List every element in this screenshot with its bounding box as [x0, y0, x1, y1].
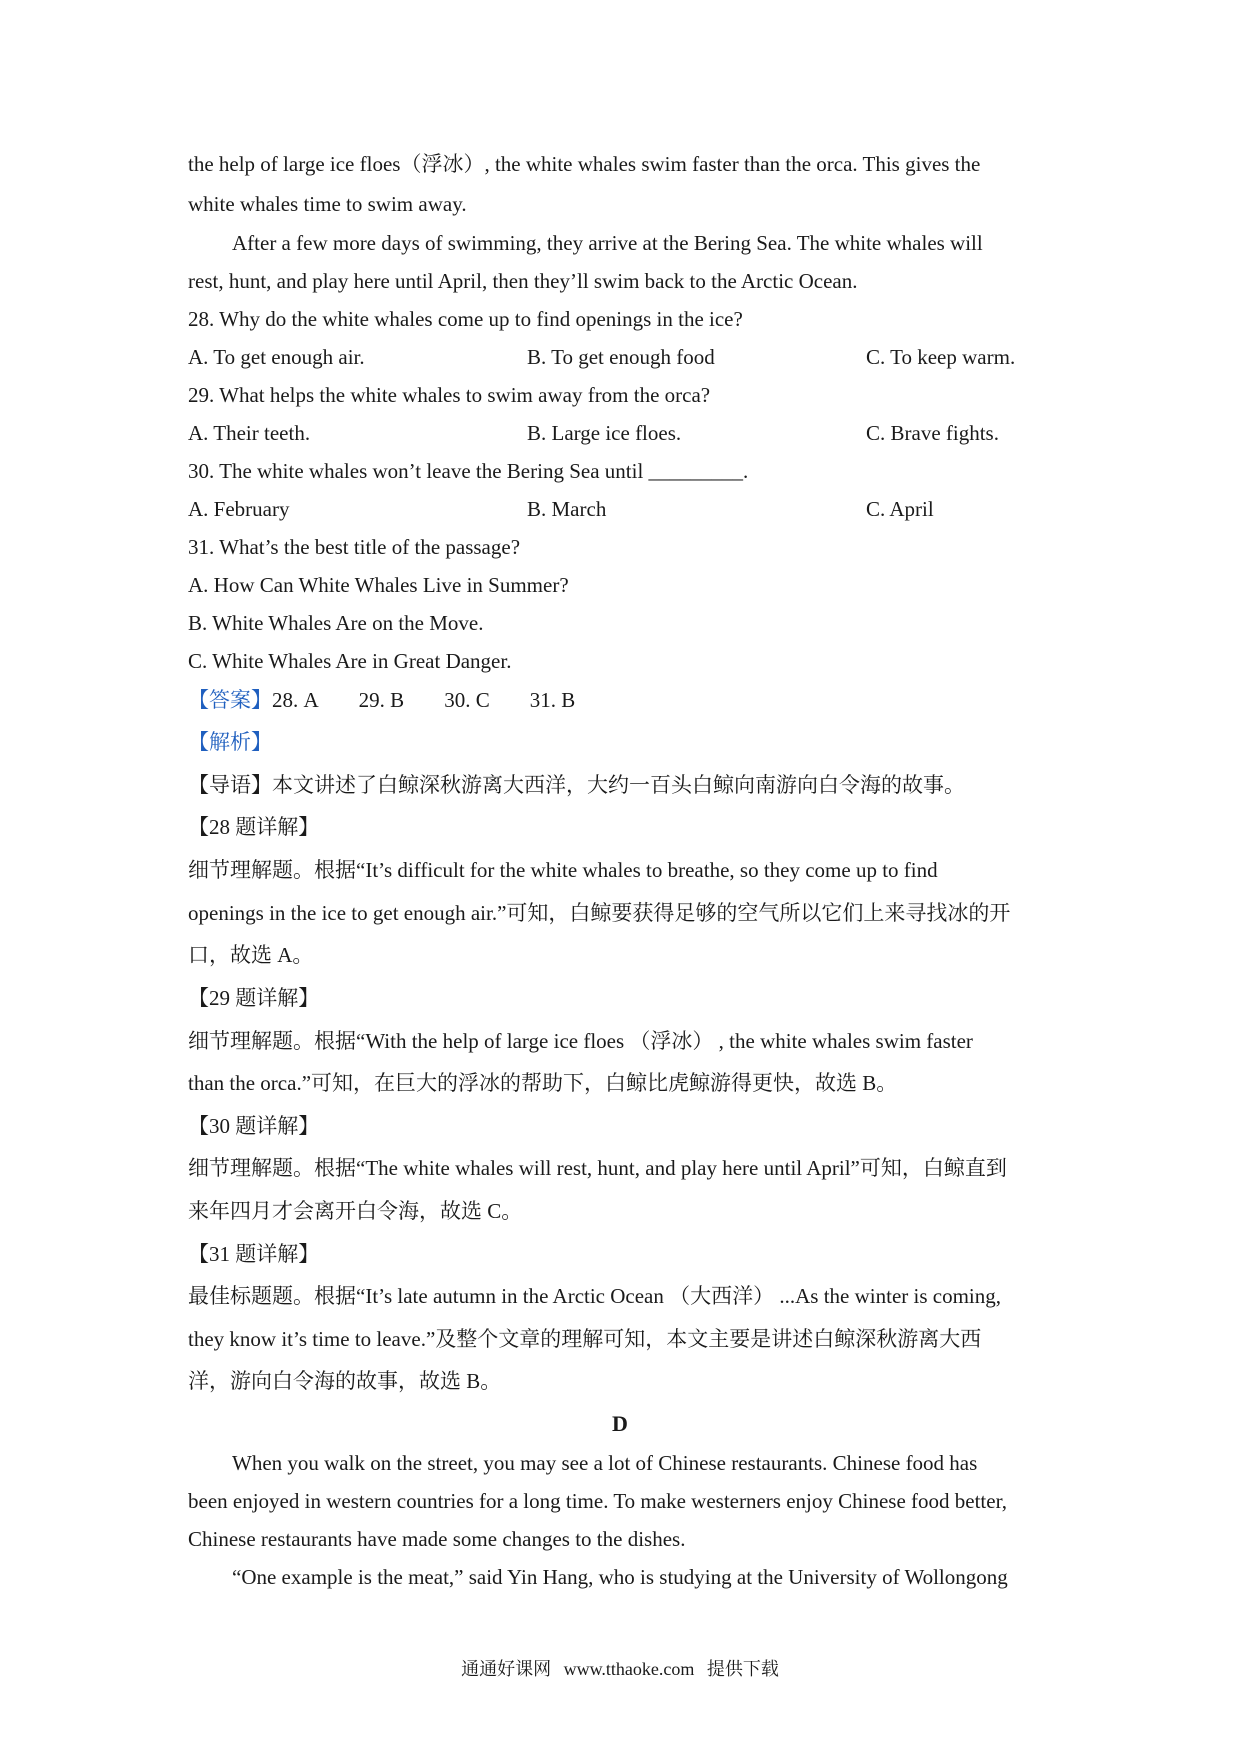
passage-line: When you walk on the street, you may see a lot of Chinese restaurants. Chinese food has — [232, 1451, 978, 1475]
question-29-option-a: A. Their teeth. — [188, 421, 311, 445]
passage-line: been enjoyed in western countries for a long time. To make westerners enjoy Chinese food better, — [188, 1489, 1007, 1513]
answer-item: 31. B — [529, 688, 576, 712]
passage-line: After a few more days of swimming, they arrive at the Bering Sea. The white whales will — [232, 231, 983, 255]
question-31-option-c: C. White Whales Are in Great Danger. — [188, 649, 512, 673]
q28-detail-title: 【28 题详解】 — [188, 815, 320, 839]
q31-detail-line: they know it’s time to leave.”及整个文章的理解可知，本文主要是讲述白鲸深秋游离大西 — [188, 1327, 982, 1351]
passage-line: white whales time to swim away. — [188, 192, 467, 216]
question-31-stem: 31. What’s the best title of the passage? — [188, 535, 521, 559]
q31-detail-line: 洋，游向白令海的故事，故选 B。 — [188, 1369, 502, 1393]
q31-detail-line: 最佳标题题。根据“It’s late autumn in the Arctic Ocean （大西洋） ...As the winter is coming, — [188, 1284, 1002, 1308]
q31-detail-title: 【31 题详解】 — [188, 1242, 320, 1266]
analysis-intro: 【导语】本文讲述了白鲸深秋游离大西洋，大约一百头白鲸向南游向白令海的故事。 — [188, 773, 965, 797]
question-30-option-c: C. April — [866, 497, 934, 521]
q30-detail-line: 细节理解题。根据“The white whales will rest, hunt, and play here until April”可知，白鲸直到 — [188, 1156, 1007, 1180]
question-28-option-c: C. To keep warm. — [866, 345, 1016, 369]
q28-detail-line: 口，故选 A。 — [188, 943, 314, 967]
question-31-option-a: A. How Can White Whales Live in Summer? — [188, 573, 569, 597]
q29-detail-title: 【29 题详解】 — [188, 986, 320, 1010]
question-29-stem: 29. What helps the white whales to swim away from the orca? — [188, 383, 711, 407]
footer-url: www.tthaoke.com — [563, 1659, 695, 1679]
q29-detail-line: than the orca.”可知，在巨大的浮冰的帮助下，白鲸比虎鲸游得更快，故选 B。 — [188, 1071, 898, 1095]
q28-detail-line: openings in the ice to get enough air.”可知，白鲸要获得足够的空气所以它们上来寻找冰的开 — [188, 901, 1011, 925]
question-29-option-c: C. Brave fights. — [866, 421, 999, 445]
passage-line: Chinese restaurants have made some changes to the dishes. — [188, 1527, 686, 1551]
q30-detail-title: 【30 题详解】 — [188, 1114, 320, 1138]
question-30-stem: 30. The white whales won’t leave the Bering Sea until _________. — [188, 459, 749, 483]
answer-label: 【答案】 — [188, 688, 272, 712]
passage-line: “One example is the meat,” said Yin Hang, who is studying at the University of Wollongong — [232, 1565, 1008, 1589]
question-31-option-b: B. White Whales Are on the Move. — [188, 611, 484, 635]
answer-item: 30. C — [444, 688, 490, 712]
question-30-option-a: A. February — [188, 497, 290, 521]
analysis-label: 【解析】 — [188, 730, 272, 754]
passage-line: the help of large ice floes（浮冰）, the white whales swim faster than the orca. This gives the — [188, 152, 981, 176]
question-28-option-a: A. To get enough air. — [188, 345, 365, 369]
question-28-stem: 28. Why do the white whales come up to find openings in the ice? — [188, 307, 743, 331]
q29-detail-line: 细节理解题。根据“With the help of large ice floes （浮冰） , the white whales swim faster — [188, 1029, 973, 1053]
question-30-option-b: B. March — [527, 497, 607, 521]
page-footer — [0, 1657, 1240, 1681]
question-28-option-b: B. To get enough food — [527, 345, 715, 369]
question-29-option-b: B. Large ice floes. — [527, 421, 682, 445]
section-d-heading: D — [612, 1411, 628, 1436]
passage-line: rest, hunt, and play here until April, then they’ll swim back to the Arctic Ocean. — [188, 269, 858, 293]
q28-detail-line: 细节理解题。根据“It’s difficult for the white whales to breathe, so they come up to find — [188, 858, 938, 882]
q30-detail-line: 来年四月才会离开白令海，故选 C。 — [188, 1199, 523, 1223]
answer-row — [188, 686, 1068, 714]
answer-item: 28. A — [272, 688, 319, 712]
answer-item: 29. B — [358, 688, 405, 712]
footer-site-name: 通通好课网 — [461, 1659, 552, 1679]
footer-suffix: 提供下载 — [706, 1659, 779, 1679]
